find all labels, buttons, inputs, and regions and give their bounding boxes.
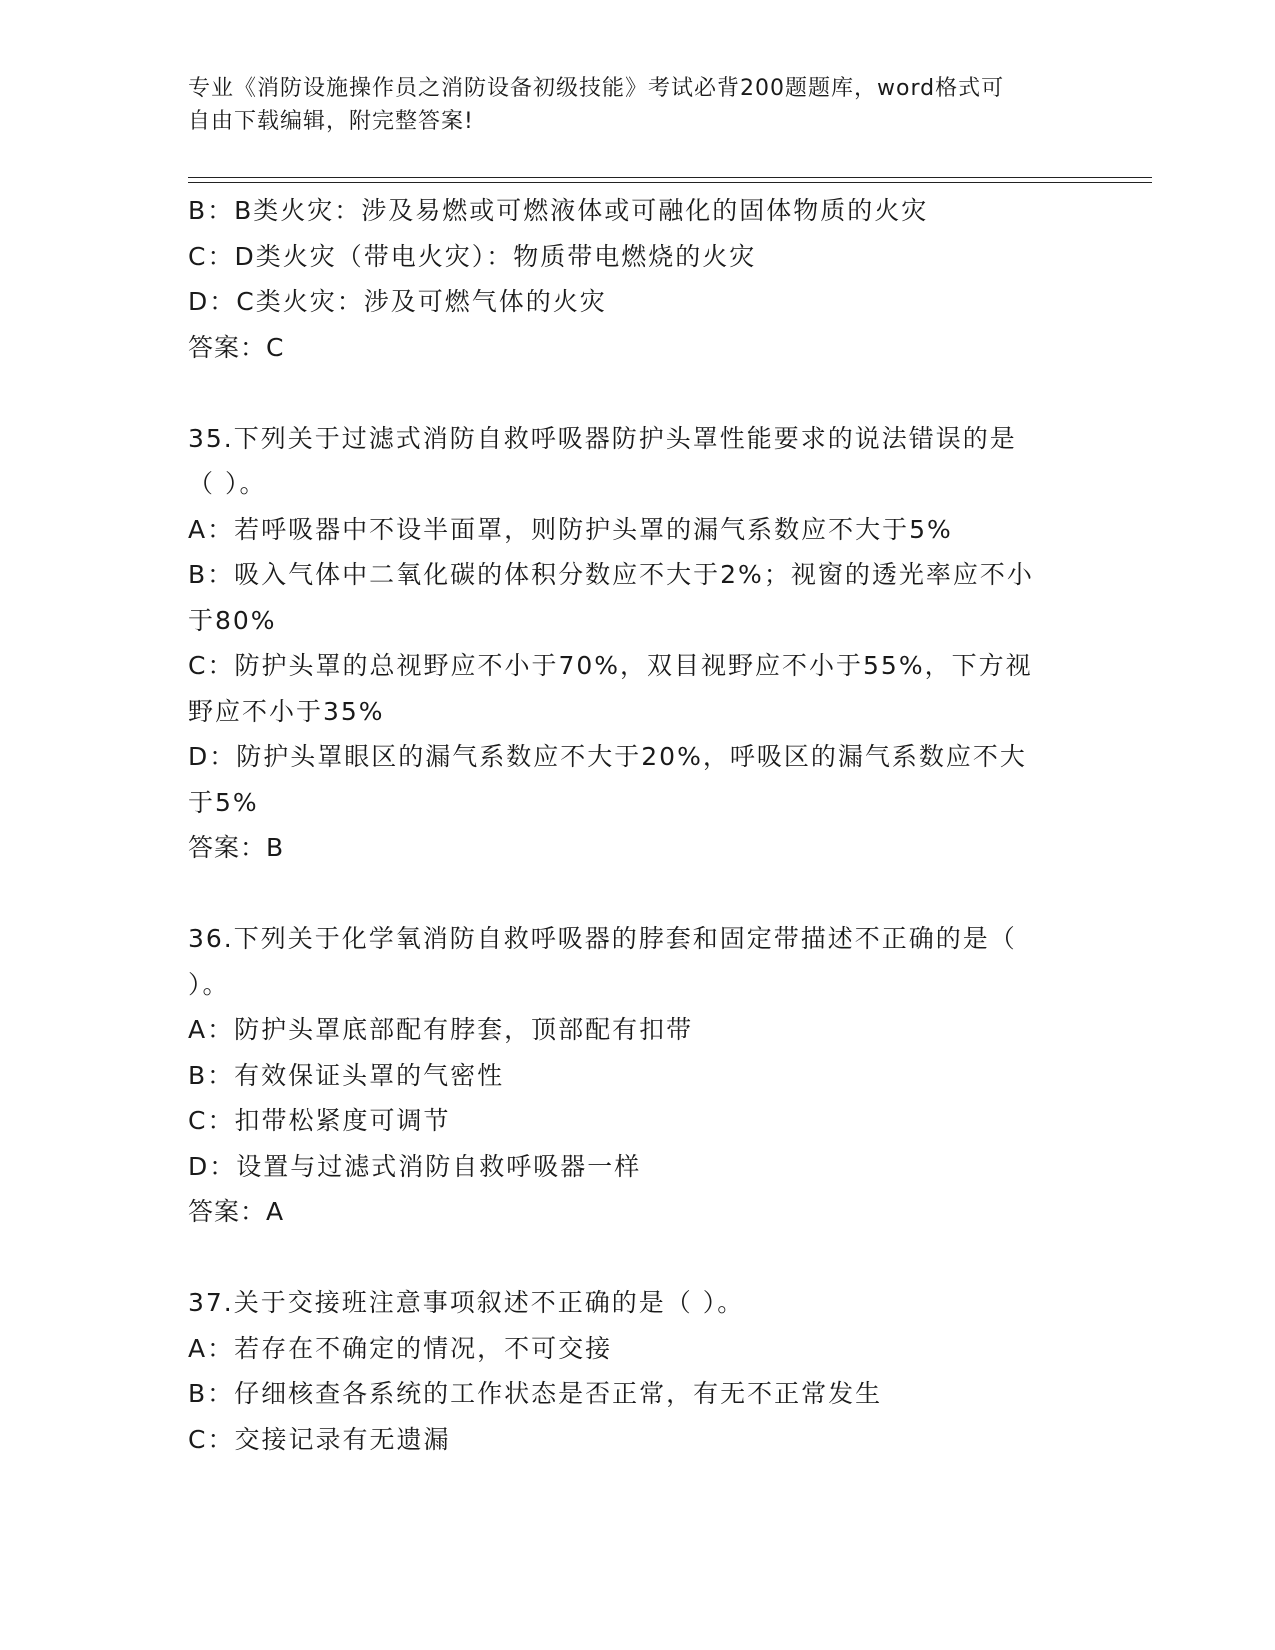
header-divider-bottom (188, 182, 1152, 183)
option-c: C：扣带松紧度可调节 (188, 1106, 451, 1135)
answer: 答案：C (188, 332, 285, 362)
question-stem-continued: （ ）。 (188, 469, 267, 498)
option-c-continued: 野应不小于35% (188, 696, 385, 726)
option-d: D：设置与过滤式消防自救呼吸器一样 (188, 1151, 642, 1181)
question-stem: 36.下列关于化学氧消防自救呼吸器的脖套和固定带描述不正确的是（ (188, 924, 1017, 953)
spacer (188, 1235, 1088, 1281)
option-b: B：仔细核查各系统的工作状态是否正常，有无不正常发生 (188, 1379, 883, 1408)
option-a: A：若存在不确定的情况，不可交接 (188, 1333, 613, 1363)
header-title-line-1: 专业《消防设施操作员之消防设备初级技能》考试必背200题题库，word格式可 (188, 76, 1005, 101)
option-b-continued: 于80% (188, 605, 277, 635)
question-35 (188, 416, 1088, 871)
option-d-continued: 于5% (188, 787, 259, 817)
question-content (188, 188, 1088, 1462)
question-stem-continued: ）。 (188, 969, 230, 999)
spacer (188, 871, 1088, 917)
question-37 (188, 1280, 1088, 1462)
option-d: D：防护头罩眼区的漏气系数应不大于20%，呼吸区的漏气系数应不大 (188, 742, 1027, 771)
option-a: A：若呼吸器中不设半面罩，则防护头罩的漏气系数应不大于5% (188, 514, 953, 544)
option-c: C：交接记录有无遗漏 (188, 1424, 451, 1454)
question-stem: 35.下列关于过滤式消防自救呼吸器防护头罩性能要求的说法错误的是 (188, 423, 1017, 453)
answer: 答案：A (188, 1197, 285, 1226)
spacer (188, 370, 1088, 416)
header-title-line-2: 自由下载编辑，附完整答案! (188, 109, 474, 134)
option-a: A：防护头罩底部配有脖套，顶部配有扣带 (188, 1015, 694, 1044)
option-b: B：有效保证头罩的气密性 (188, 1060, 505, 1090)
option-b: B：B类火灾：涉及易燃或可燃液体或可融化的固体物质的火灾 (188, 196, 929, 225)
header-divider-top (188, 177, 1152, 178)
option-c: C：防护头罩的总视野应不小于70%，双目视野应不小于55%，下方视 (188, 651, 1033, 680)
question-34-continued (188, 188, 1088, 370)
question-36 (188, 916, 1088, 1235)
option-c: C：D类火灾（带电火灾）：物质带电燃烧的火灾 (188, 241, 757, 271)
option-b: B：吸入气体中二氧化碳的体积分数应不大于2%；视窗的透光率应不小 (188, 560, 1034, 589)
option-d: D：C类火灾：涉及可燃气体的火灾 (188, 287, 607, 316)
answer: 答案：B (188, 833, 285, 862)
document-header (188, 72, 1068, 138)
question-stem: 37.关于交接班注意事项叙述不正确的是（ ）。 (188, 1288, 745, 1317)
